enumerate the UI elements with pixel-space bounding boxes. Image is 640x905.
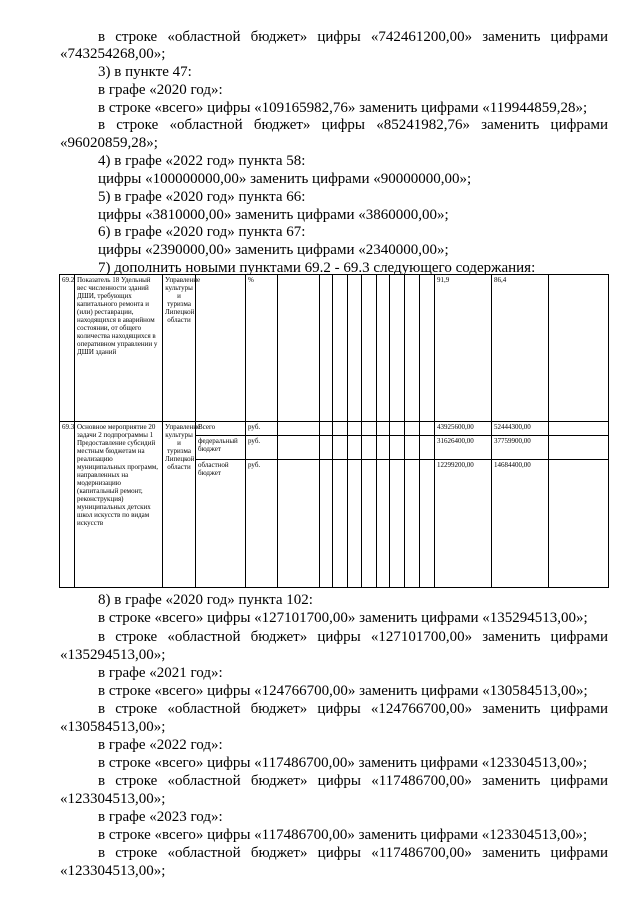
text-line: 5) в графе «2020 год» пункта 66: <box>98 189 306 205</box>
text-line: 3) в пункте 47: <box>98 64 192 80</box>
text-line: в строке «областной бюджет» цифры «742461200,00» заменить цифрами <box>98 29 608 45</box>
value-2021: 52444300,00 <box>492 422 549 436</box>
text-line: в строке «всего» цифры «124766700,00» заменить цифрами «130584513,00»; <box>98 683 588 699</box>
text-line: цифры «100000000,00» заменить цифрами «90000000,00»; <box>98 171 472 187</box>
unit: руб. <box>246 460 278 588</box>
table-row <box>60 275 609 422</box>
value-2020: 31626400,00 <box>435 436 492 460</box>
value-2020: 91,9 <box>435 275 492 422</box>
text-line: в графе «2021 год»: <box>98 665 223 681</box>
text-line: цифры «3810000,00» заменить цифрами «3860000,00»; <box>98 207 449 223</box>
text-line: цифры «2390000,00» заменить цифрами «2340000,00»; <box>98 242 449 258</box>
source-label: федеральный бюджет <box>196 436 246 460</box>
value-2020: 43925600,00 <box>435 422 492 436</box>
text-line: в строке «областной бюджет» цифры «127101700,00» заменить цифрами <box>98 629 608 645</box>
value-2021: 14684400,00 <box>492 460 549 588</box>
executor: Управление культуры и туризма Липецкой области <box>163 422 196 588</box>
text-line: в строке «областной бюджет» цифры «124766700,00» заменить цифрами <box>98 701 608 717</box>
row-number: 69.2 <box>60 275 75 422</box>
source-label: Всего <box>196 422 246 436</box>
text-line: в графе «2022 год»: <box>98 737 223 753</box>
value-2020: 12299200,00 <box>435 460 492 588</box>
unit: руб. <box>246 422 278 436</box>
text-line: в графе «2023 год»: <box>98 809 223 825</box>
text-line: в строке «областной бюджет» цифры «117486700,00» заменить цифрами <box>98 773 608 789</box>
row-number: 69.3 <box>60 422 75 588</box>
executor: Управление культуры и туризма Липецкой области <box>163 275 196 422</box>
text-line: 7) дополнить новыми пунктами 69.2 - 69.3 следующего содержания: <box>98 260 536 276</box>
text-line: «96020859,28»; <box>60 135 158 151</box>
inserted-items-table <box>59 274 609 588</box>
text-line: 6) в графе «2020 год» пункта 67: <box>98 224 306 240</box>
unit: руб. <box>246 436 278 460</box>
value-2021: 37759900,00 <box>492 436 549 460</box>
indicator-name: Показатель 18 Удельный вес численности зданий ДШИ, требующих капитального ремонта и (или) реставрации, находящихся в аварийном состоянии, от общего количества находящихся в оперативном управлении у ДШИ зданий <box>75 275 163 422</box>
indicator-name: Основное мероприятие 20 задачи 2 подпрограммы 1 Предоставление субсидий местным бюджетам на реализацию муниципальных программ, направленных на модернизацию (капитальный ремонт, реконструкция) муниципальных детских школ искусств по видам искусств <box>75 422 163 588</box>
text-line: «135294513,00»; <box>60 647 166 663</box>
text-line: 8) в графе «2020 год» пункта 102: <box>98 592 313 608</box>
value-2021: 86,4 <box>492 275 549 422</box>
text-line: «130584513,00»; <box>60 719 166 735</box>
text-line: в графе «2020 год»: <box>98 82 223 98</box>
text-line: в строке «всего» цифры «109165982,76» заменить цифрами «119944859,28»; <box>98 100 588 116</box>
text-line: в строке «областной бюджет» цифры «85241982,76» заменить цифрами <box>98 117 608 133</box>
text-line: «123304513,00»; <box>60 863 166 879</box>
table-row <box>60 422 609 436</box>
text-line: 4) в графе «2022 год» пункта 58: <box>98 153 306 169</box>
text-line: в строке «всего» цифры «117486700,00» заменить цифрами «123304513,00»; <box>98 755 588 771</box>
text-line: в строке «всего» цифры «127101700,00» заменить цифрами «135294513,00»; <box>98 610 588 626</box>
text-line: в строке «всего» цифры «117486700,00» заменить цифрами «123304513,00»; <box>98 827 588 843</box>
unit: % <box>246 275 278 422</box>
text-line: в строке «областной бюджет» цифры «117486700,00» заменить цифрами <box>98 845 608 861</box>
source-label: областной бюджет <box>196 460 246 588</box>
text-line: «123304513,00»; <box>60 791 166 807</box>
text-line: «743254268,00»; <box>60 46 166 62</box>
